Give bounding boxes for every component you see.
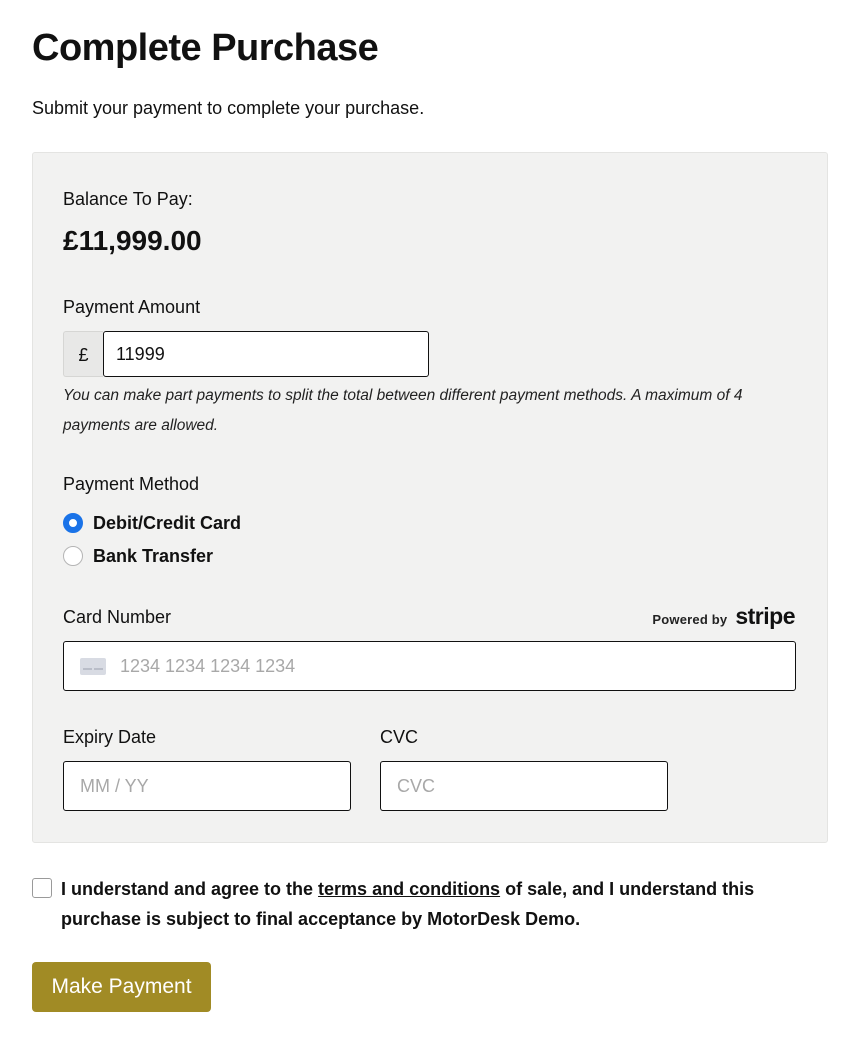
expiry-date-placeholder: MM / YY (80, 775, 149, 796)
page-subtitle: Submit your payment to complete your purchase. (32, 98, 425, 118)
credit-card-icon (80, 658, 106, 675)
card-number-field[interactable] (63, 641, 796, 691)
payment-amount-input[interactable] (103, 331, 429, 377)
part-payment-help-text: You can make part payments to split the total between different payment methods. A maximum of 4 payments are allowed. (63, 387, 743, 434)
card-number-placeholder: 1234 1234 1234 1234 (120, 655, 296, 676)
card-radio-button[interactable] (63, 513, 83, 533)
payment-amount-label: Payment Amount (63, 297, 201, 317)
cvc-label: CVC (380, 727, 419, 747)
payment-method-card-option[interactable] (63, 511, 241, 535)
expiry-date-label: Expiry Date (63, 727, 157, 747)
cvc-placeholder: CVC (397, 775, 436, 796)
balance-label: Balance To Pay: (63, 189, 193, 209)
balance-value: £11,999.00 (63, 225, 202, 256)
cvc-field[interactable] (380, 761, 668, 811)
powered-by-text: Powered by (652, 612, 728, 627)
powered-by-stripe (652, 603, 795, 630)
stripe-logo: stripe (735, 603, 795, 629)
terms-text (61, 874, 822, 934)
terms-suffix: of sale, and I understand this purchase is subject to final acceptance by MotorDesk Demo. (61, 879, 755, 929)
page-title: Complete Purchase (32, 27, 379, 69)
payment-method-bank-option[interactable] (63, 544, 213, 568)
terms-and-conditions-link[interactable]: terms and conditions (318, 879, 501, 899)
currency-symbol: £ (63, 331, 103, 377)
card-number-label: Card Number (63, 607, 172, 627)
terms-prefix: I understand and agree to the (61, 879, 319, 899)
make-payment-button[interactable]: Make Payment (32, 962, 211, 1012)
terms-agreement (32, 874, 822, 934)
bank-transfer-option-label[interactable]: Bank Transfer (93, 546, 214, 566)
card-option-label[interactable]: Debit/Credit Card (93, 513, 242, 533)
terms-checkbox[interactable] (32, 878, 52, 898)
bank-transfer-radio-button[interactable] (63, 546, 83, 566)
payment-panel (32, 152, 828, 843)
expiry-date-field[interactable] (63, 761, 351, 811)
payment-method-label: Payment Method (63, 474, 200, 494)
